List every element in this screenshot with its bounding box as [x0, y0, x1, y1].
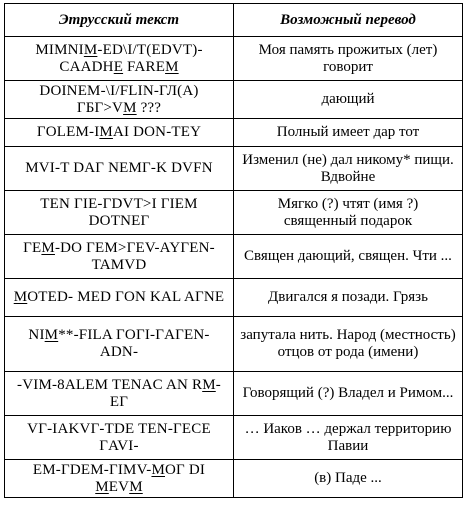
table-body — [5, 37, 463, 498]
etruscan-text-cell: NIM**-FILA ГOГI-ГAГEN-ADN- — [5, 317, 234, 372]
etruscan-text-cell: MOTED- MED ГON KAL AГNE — [5, 279, 234, 317]
translation-cell: Изменил (не) дал никому* пищи. Вдвойне — [234, 147, 463, 191]
translation-cell: запутала нить. Народ (местность) отцов от рода (имени) — [234, 317, 463, 372]
header-possible-translation: Возможный перевод — [234, 4, 463, 37]
header-row — [5, 4, 463, 37]
translation-cell: (в) Паде ... — [234, 460, 463, 498]
header-etruscan-text: Этрусский текст — [5, 4, 234, 37]
etruscan-text-cell: VГ-IAKVГ-TDE TEN-ГECE ГAVI- — [5, 416, 234, 460]
table-row — [5, 416, 463, 460]
table-row — [5, 317, 463, 372]
translation-cell: Полный имеет дар тот — [234, 119, 463, 147]
table-row — [5, 235, 463, 279]
etruscan-text-cell: DOINEM-\I/FLIN-ГЛ(А) ГБГ>VM ??? — [5, 81, 234, 119]
translation-cell: … Иаков … держал территорию Павии — [234, 416, 463, 460]
table-row — [5, 191, 463, 235]
table-row — [5, 37, 463, 81]
table-row — [5, 460, 463, 498]
etruscan-text-cell: -VIM-8ALEM TENAC AN RM-EГ — [5, 372, 234, 416]
table-row — [5, 147, 463, 191]
table-row — [5, 81, 463, 119]
translation-cell: Моя память прожитых (лет) говорит — [234, 37, 463, 81]
translation-cell: Говорящий (?) Владел и Римом... — [234, 372, 463, 416]
table-row — [5, 119, 463, 147]
etruscan-text-cell: MVI-T DAГ NEMГ-K DVFN — [5, 147, 234, 191]
table-row — [5, 372, 463, 416]
etruscan-text-cell: EM-ГDEM-ГIMV-MOГ DI MEVM — [5, 460, 234, 498]
table-row — [5, 279, 463, 317]
etruscan-text-cell: MIMNIM-ED\I/T(EDVT)-CAADHE FAREM — [5, 37, 234, 81]
etruscan-text-cell: TEN ГIE-ГDVT>I ГIEM DOTNEГ — [5, 191, 234, 235]
translation-cell: дающий — [234, 81, 463, 119]
translation-cell: Мягко (?) чтят (имя ?) священный подарок — [234, 191, 463, 235]
etruscan-translation-table — [4, 3, 463, 498]
translation-cell: Двигался я позади. Грязь — [234, 279, 463, 317]
etruscan-text-cell: ГEM-DO ГEM>ГEV-AYГEN-TAMVD — [5, 235, 234, 279]
translation-cell: Священ дающий, священ. Чти ... — [234, 235, 463, 279]
etruscan-text-cell: ГOLEM-IMAI DON-TEY — [5, 119, 234, 147]
